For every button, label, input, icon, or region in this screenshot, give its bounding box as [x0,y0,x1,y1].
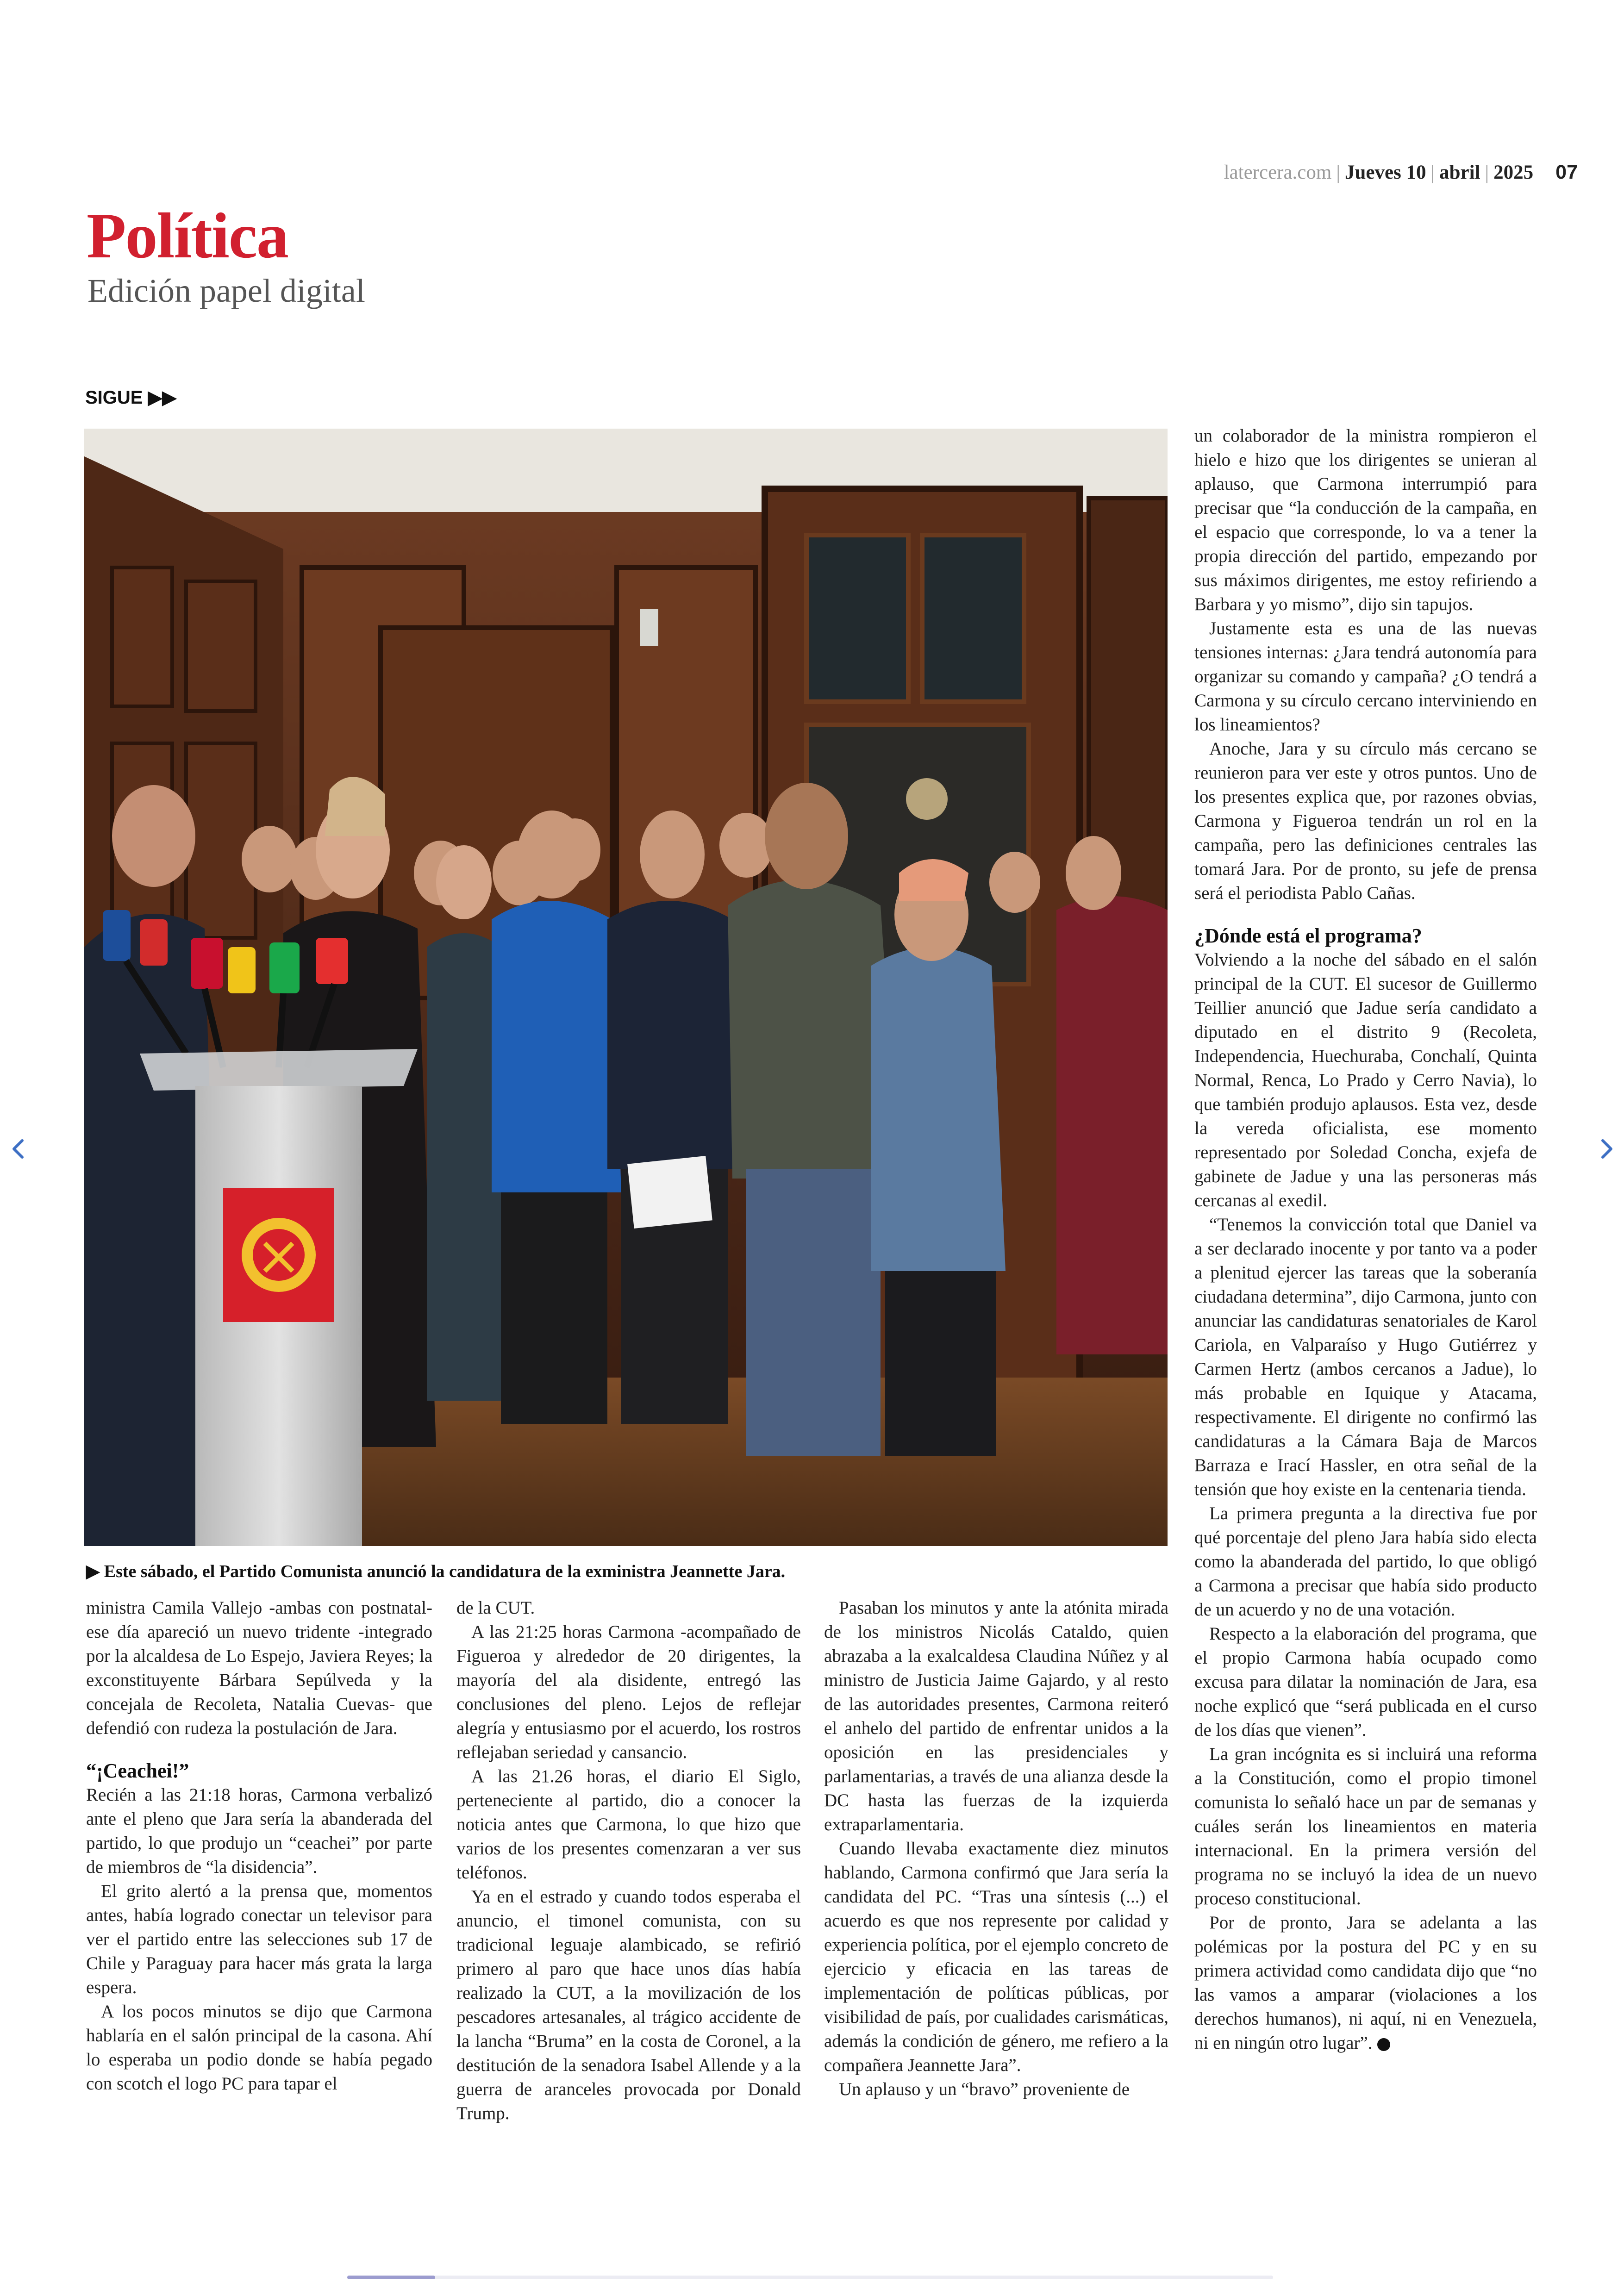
site-name[interactable]: latercera.com [1224,162,1332,183]
subheading: “¡Ceachei!” [86,1759,189,1782]
paragraph [1194,1911,1537,2055]
article-column-3 [824,1596,1168,2102]
paragraph: de la CUT. [456,1598,535,1618]
paragraph: Anoche, Jara y su círculo más cercano se reunieron para ver este y otros puntos. Uno de los presentes explica que, por razones obvias, Carmona y Figueroa tendrán un rol en la campaña, pero las definiciones centrales las tomará Jara. Por de pronto, su jefe de prensa será el periodista Pablo Cañas. [1194,739,1537,903]
header-dateline: latercera.com | Jueves 10 | abril | 2025 07 [1224,161,1578,183]
paragraph: A las 21.26 horas, el diario El Siglo, perteneciente al partido, dio a conocer la noticia antes que Carmona, lo que hizo que varios de los presentes comenzaran a ver sus teléfonos. [456,1766,801,1883]
paragraph: La gran incógnita es si incluirá una reforma a la Constitución, como el propio timonel comunista lo señaló hace un par de semanas y cuáles serán los lineamientos en materia internacional. En la primera versión del programa no se incluyó la idea de un nuevo proceso constitucional. [1194,1744,1537,1908]
header-weekday: Jueves 10 [1344,162,1426,183]
paragraph: A las 21:25 horas Carmona -acompañado de Figueroa y alrededor de 20 dirigentes, la mayoría del ala disidente, entregó las conclusiones del pleno. Lejos de reflejar alegría y entusiasmo por el acuerdo, los rostros reflejaban seriedad y cansancio. [456,1622,801,1762]
page-scroll-thumb[interactable] [347,2276,435,2279]
chevron-right-icon [1593,1135,1620,1163]
prev-page-button[interactable] [5,1135,32,1165]
paragraph: Pasaban los minutos y ante la atónita mirada de los ministros Nicolás Cataldo, quien abrazaba a la exalcaldesa Claudina Núñez y al ministro de Justicia Jaime Gajardo, y al resto de las autoridades presentes, Carmona reiteró el anhelo del partido de enfrentar unidos a la oposición en las presidenciales y parlamentarias, a través de una alianza desde la DC hasta las fuerzas de la izquierda extraparlamentaria. [824,1598,1168,1834]
paragraph: A los pocos minutos se dijo que Carmona hablaría en el salón principal de la casona. Ahí lo esperaba un podio donde se había pegado con scotch el logo PC para tapar el [86,2002,432,2094]
end-of-article-dot [1377,2038,1390,2051]
paragraph: El grito alertó a la prensa que, momentos antes, había logrado conectar un televisor para ver el partido entre las selecciones sub 17 de Chile y Paraguay para hacer más grata la larga espera. [86,1881,432,1997]
paragraph: un colaborador de la ministra rompieron el hielo e hizo que los dirigentes se unieran al aplauso, que Carmona interrumpió para precisar que “la conducción de la campaña, en el espacio que corresponde, lo va a tener la propia dirección del partido, empezando por sus máximos dirigentes, me estoy refiriendo a Barbara y yo mismo”, dijo sin tapujos. [1194,426,1537,614]
article-column-1 [86,1596,432,2096]
next-page-button[interactable] [1593,1135,1620,1165]
paragraph: “Tenemos la convicción total que Daniel va a ser declarado inocente y por tanto va a poder a plenitud ejercer las tareas que la soberanía ciudadana determina”, dijo Carmona, junto con anunciar las candidaturas senatoriales de Karol Cariola, en Valparaíso y Hugo Gutiérrez y Carmen Hertz (ambos cercanos a Jadue), lo más probable en Iquique y Atacama, respectivamente. El dirigente no confirmó las candidaturas a la Cámara Baja de Marcos Barraza e Irací Hassler, en otra señal de la tensión que hoy existe en la centenaria tienda. [1194,1215,1537,1499]
page-number: 07 [1555,161,1578,183]
paragraph: Justamente esta es una de las nuevas tensiones internas: ¿Jara tendrá autonomía para organizar su comando y campaña? ¿O tendrá a Carmona y su círculo cercano interviniendo en los lineamientos? [1194,618,1537,735]
page-scroll-track[interactable] [347,2276,1273,2279]
continued-marker: SIGUE ▶▶ [85,387,177,408]
chevron-left-icon [5,1135,32,1163]
header-year: 2025 [1493,162,1534,183]
paragraph: Respecto a la elaboración del programa, que el propio Carmona había ocupado como excusa para dilatar la nominación de Jara, esa noche explicó que “será publicada en el curso de los días que vienen”. [1194,1624,1537,1740]
section-title: Política [87,200,288,272]
subheading: ¿Dónde está el programa? [1194,924,1422,947]
paragraph: Cuando llevaba exactamente diez minutos hablando, Carmona confirmó que Jara sería la candidata del PC. “Tras una síntesis (...) el acuerdo es que nos represente por calidad y experiencia política, por el ejemplo concreto de ejercicio y eficacia en las tareas de implementación de políticas públicas, por visibilidad de país, por cualidades carismáticas, además la condición de género, me refiero a la compañera Jeannette Jara”. [824,1839,1168,2075]
paragraph: Ya en el estrado y cuando todos esperaba el anuncio, el timonel comunista, con su tradicional leguaje alambicado, se refirió primero al paro que hace unos días había realizado la CUT, a la movilización de los pescadores artesanales, al trágico accidente de la lancha “Bruma” en la costa de Coronel, a la destitución de la senadora Isabel Allende y a la guerra de aranceles provocada por Donald Trump. [456,1887,801,2123]
header-month: abril [1439,162,1480,183]
section-subtitle: Edición papel digital [87,272,365,309]
photo-caption: ▶ Este sábado, el Partido Comunista anunció la candidatura de la exministra Jeannette Jara. [86,1562,786,1581]
article-column-4 [1194,424,1537,2055]
news-photo [84,429,1168,1546]
paragraph: Recién a las 21:18 horas, Carmona verbalizó ante el pleno que Jara sería la abanderada del partido, lo que produjo un “ceachei” por parte de miembros de “la disidencia”. [86,1785,432,1877]
paragraph: Volviendo a la noche del sábado en el salón principal de la CUT. El sucesor de Guillermo Teillier anunció que Jadue sería candidato a diputado en el distrito 9 (Recoleta, Independencia, Huechuraba, Conchalí, Quinta Normal, Renca, Lo Prado y Cerro Navia), lo que también produjo aplausos. Esta vez, desde la vereda oficialista, ese momento representado por Soledad Concha, exjefa de gabinete de Jadue y una las personeras más cercanas al exedil. [1194,950,1537,1210]
paragraph: ministra Camila Vallejo -ambas con postnatal- ese día apareció un nuevo tridente -integrado por la alcaldesa de Lo Espejo, Javiera Reyes; la exconstituyente Bárbara Sepúlveda y la concejala de Recoleta, Natalia Cuevas- que defendió con rudeza la postulación de Jara. [86,1598,432,1738]
article-column-2 [456,1596,801,2126]
paragraph: Un aplauso y un “bravo” proveniente de [839,2079,1130,2099]
paragraph: La primera pregunta a la directiva fue por qué porcentaje del pleno Jara había sido electa como la abanderada del partido, lo que obligó a Carmona a precisar que había sido producto de un acuerdo y no de una votación. [1194,1503,1537,1620]
paragraph-text: Por de pronto, Jara se adelanta a las polémicas por la postura del PC y en su primera actividad como candidata dijo que “no las vamos a amparar (violaciones a los derechos humanos), ni aquí, ni en Venezuela, ni en ningún otro lugar”. [1194,1913,1537,2053]
